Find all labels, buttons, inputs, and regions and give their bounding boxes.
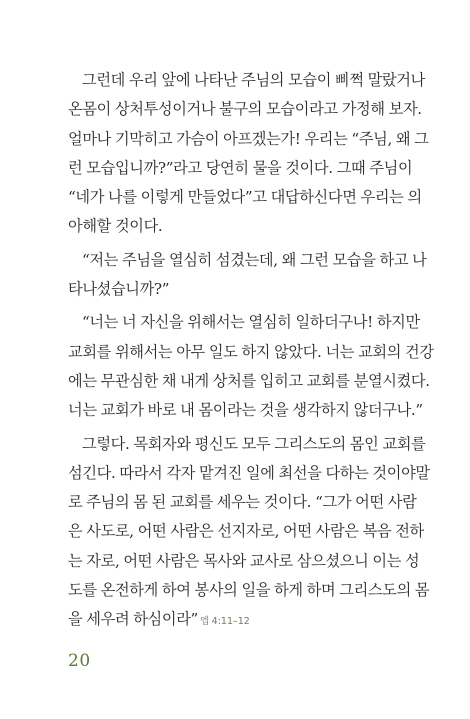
text-line: 아해할 것이다. <box>68 217 163 236</box>
page-number: 20 <box>68 651 91 671</box>
text-line: 도를 온전하게 하여 봉사의 일을 하게 하며 그리스도의 몸 <box>68 581 430 600</box>
text-line: 로 주님의 몸 된 교회를 세우는 것이다. “그가 어떤 사람 <box>68 493 417 512</box>
paragraph-4 <box>68 430 430 637</box>
text-line: “저는 주님을 열심히 섬겼는데, 왜 그런 모습을 하고 나 <box>82 250 427 269</box>
paragraph-3 <box>68 308 434 425</box>
text-line: 온몸이 상처투성이거나 불구의 모습이라고 가정해 보자. <box>68 100 422 119</box>
text-line-last <box>68 605 424 636</box>
paragraph-2 <box>68 246 427 305</box>
text-line: 는 자로, 어떤 사람은 목사와 교사로 삼으셨으니 이는 성 <box>68 551 420 570</box>
text-line: 그렇다. 목회자와 평신도 모두 그리스도의 몸인 교회를 <box>82 434 426 453</box>
text-line: 너는 교회가 바로 내 몸이라는 것을 생각하지 않더구나.” <box>68 401 423 420</box>
text-line: “너는 너 자신을 위해서는 열심히 일하더구나! 하지만 <box>82 313 420 332</box>
text-line: “네가 나를 이렇게 만들었다”고 대답하신다면 우리는 의 <box>68 188 422 207</box>
paragraph-1 <box>68 66 429 242</box>
text-line: 교회를 위해서는 아무 일도 하지 않았다. 너는 교회의 건강 <box>68 342 434 361</box>
text-line: 런 모습입니까?”라고 당연히 물을 것이다. 그때 주님이 <box>68 158 413 177</box>
text-line: 타나셨습니까?” <box>68 280 170 299</box>
text-line: 은 사도로, 어떤 사람은 선지자로, 어떤 사람은 복음 전하 <box>68 522 424 541</box>
text-line: 얼마나 기막히고 가슴이 아프겠는가! 우리는 “주님, 왜 그 <box>68 129 429 148</box>
text-line: 섬긴다. 따라서 각자 맡겨진 일에 최선을 다하는 것이야말 <box>68 463 430 482</box>
text-line: 그런데 우리 앞에 나타난 주님의 모습이 삐쩍 말랐거나 <box>82 71 425 89</box>
body-text <box>68 66 434 641</box>
scripture-citation: 엡 4:11–12 <box>199 616 250 628</box>
text-line: 에는 무관심한 채 내게 상처를 입히고 교회를 분열시켰다. <box>68 371 430 390</box>
quote-end-text: 을 세우려 하심이라” <box>68 610 198 629</box>
